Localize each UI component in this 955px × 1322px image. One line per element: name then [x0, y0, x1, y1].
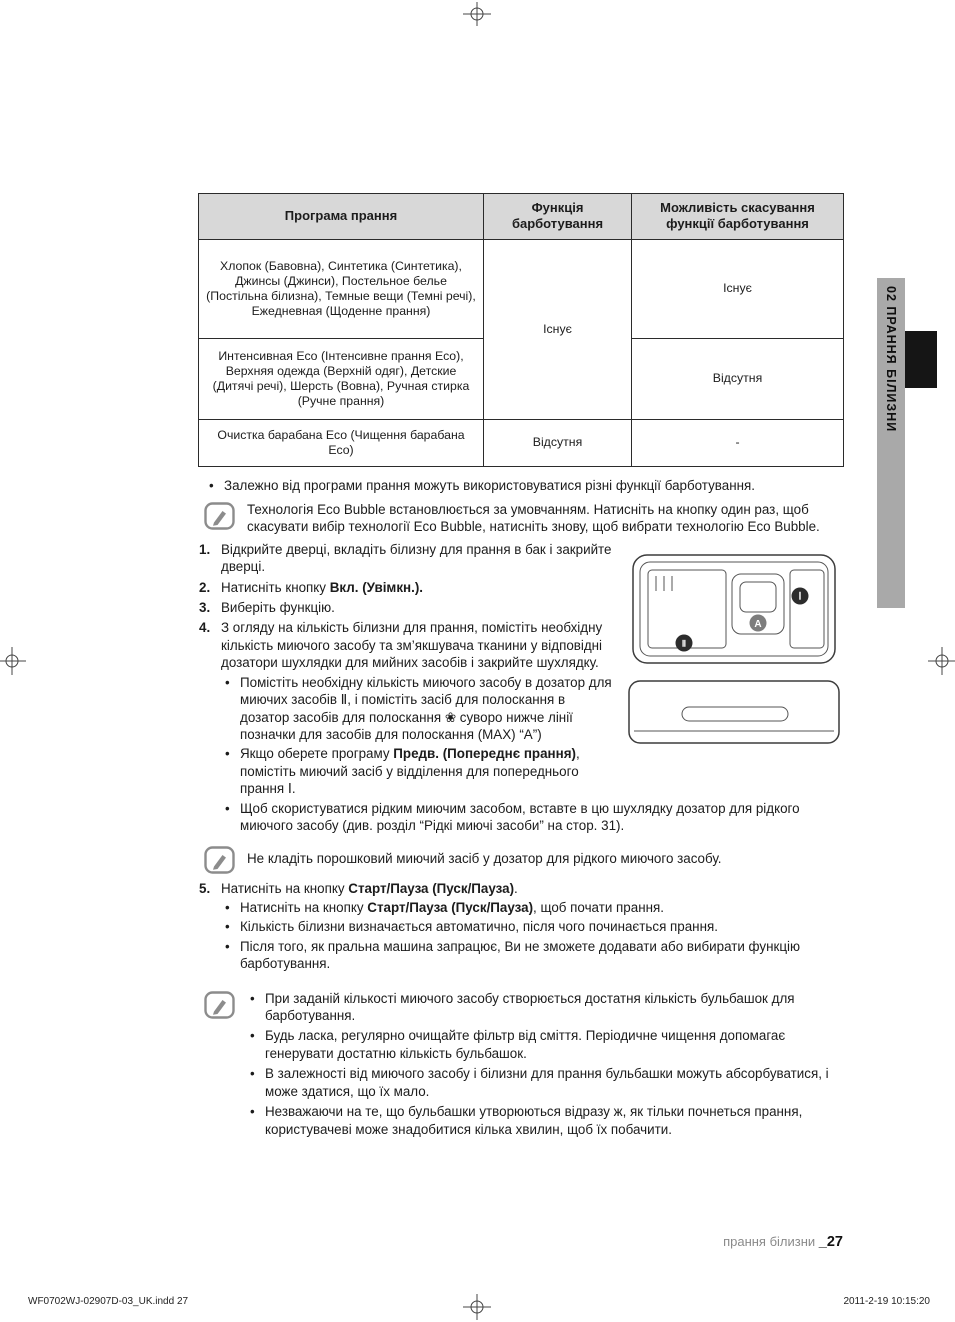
- chapter-tab-label: 02 ПРАННЯ БІЛИЗНИ: [884, 286, 898, 433]
- chapter-tab: [877, 278, 905, 608]
- text-segment: Натисніть на кнопку: [240, 899, 368, 915]
- step-number: 1.: [199, 541, 211, 557]
- step-number: 4.: [199, 620, 211, 636]
- print-timestamp: 2011-2-19 10:15:20: [843, 1296, 930, 1307]
- svg-text:Ⅰ: Ⅰ: [798, 591, 802, 603]
- cell-cancel-1: Існує: [632, 239, 844, 338]
- text-segment: Залежно від програми прання можуть використовуватися різні функції барботування.: [224, 477, 755, 493]
- step-text: Виберіть функцію.: [221, 600, 335, 616]
- note-text: Не кладіть порошковий миючий засіб у дозатор для рідкого миючого засобу.: [247, 850, 722, 866]
- footer-section-label: прання білизни: [723, 1234, 819, 1249]
- note-bullet: [247, 990, 843, 1025]
- col-header-bubble: Функція барботування: [484, 194, 632, 240]
- registration-mark-right: [928, 647, 955, 675]
- pencil-icon: [204, 502, 235, 534]
- text-segment: Будь ласка, регулярно очищайте фільтр від сміття. Періодичне чищення допомагає генерувати достатню кількість бульбашок.: [265, 1028, 786, 1061]
- registration-mark-top: [463, 2, 491, 26]
- cell-programs-3: Очистка барабана Eco (Чищення барабана Eco): [199, 419, 484, 466]
- text-segment: Якщо оберете програму: [240, 746, 394, 762]
- text-segment-bold: Старт/Пауза (Пуск/Пауза): [348, 880, 515, 896]
- sub-bullet: [222, 938, 843, 973]
- print-info-line: [28, 1296, 930, 1307]
- svg-text:A: A: [754, 618, 762, 630]
- step-4: [198, 619, 843, 834]
- sub-bullet: [222, 674, 843, 744]
- text-segment-bold: Вкл. (Увімкн.).: [329, 579, 424, 595]
- text-segment-bold: Предв. (Попереднє прання): [393, 746, 576, 762]
- note-bubbles: [198, 990, 843, 1138]
- cell-cancel-2: Відсутня: [632, 338, 844, 419]
- svg-text:Ⅱ: Ⅱ: [681, 638, 687, 649]
- sub-bullet: [222, 899, 843, 916]
- registration-mark-left: [0, 647, 26, 675]
- text-segment: .: [514, 880, 518, 896]
- step-number: 5.: [199, 880, 211, 896]
- step-2: [198, 579, 843, 596]
- text-segment: , помістіть миючий засіб у відділення для попереднього прання Ⅰ.: [240, 746, 580, 797]
- note-bullet: [247, 1027, 843, 1062]
- step-3: [198, 599, 843, 616]
- text-segment: При заданій кількості миючого засобу створюється достатня кількість бульбашок для барботування.: [265, 990, 795, 1024]
- cell-programs-2: Интенсивная Eco (Інтенсивне прання Eco), Верхняя одежда (Верхній одяг), Детские (Дитячі речі), Шерсть (Вовна), Ручная стирка (Ручне прання): [199, 338, 484, 419]
- step-text: [221, 580, 423, 595]
- note-text: Технологія Eco Bubble встановлюється за умовчанням. Натисніть на кнопку один раз, щоб скасувати вибір технології Eco Bubble, натисніть знову, щоб вибрати технологію Eco Bubble.: [247, 501, 820, 535]
- text-segment: Натисніть на кнопку: [221, 880, 349, 896]
- note-bullet: [247, 1065, 843, 1100]
- text-segment: Помістіть необхідну кількість миючого засобу в дозатор для миючих засобів Ⅱ, і помістіть засіб для полоскання в дозатор засобів для полоскання ❀ суворо нижче лінії позначки для засобів для полоскання (MAX) “A”): [240, 674, 612, 742]
- cell-bubble-12: Існує: [484, 239, 632, 419]
- text-segment: Щоб скористуватися рідким миючим засобом, вставте в цю шухлядку дозатор для рідкого миючого засобу (див. розділ “Рідкі миючі засоби” на стор. 31).: [240, 800, 800, 834]
- note-bullet: [247, 1103, 843, 1138]
- step-5: [198, 880, 843, 973]
- pencil-icon: [204, 846, 235, 878]
- note-liquid-detergent: [198, 845, 843, 874]
- sub-bullet: [222, 745, 843, 797]
- text-segment: Натисніть кнопку: [221, 579, 330, 595]
- chapter-tab-marker: [905, 331, 937, 388]
- cell-bubble-3: Відсутня: [484, 419, 632, 466]
- step-number: 3.: [199, 600, 211, 616]
- step-1: [198, 541, 843, 576]
- text-segment: Після того, як пральна машина запрацює, Ви не зможете додавати або вибирати функцію барботування.: [240, 938, 801, 972]
- step-5-sub-bullets: [221, 899, 843, 973]
- table-header-row: [199, 194, 844, 240]
- col-header-program: Програма прання: [199, 194, 484, 240]
- step-4-sub-bullets: [221, 674, 843, 835]
- intro-bullet: [206, 477, 834, 494]
- table-row: [199, 239, 844, 338]
- page-footer: [198, 1233, 843, 1251]
- pencil-icon: [204, 991, 235, 1023]
- step-text: З огляду на кількість білизни для прання, помістіть необхідну кількість миючого засобу та зм’якшувача тканини у відповідні дозатори шухлядки для мийних засобів і закрийте шухлядку.: [221, 620, 603, 671]
- col-header-cancel: Можливість скасування функції барботування: [632, 194, 844, 240]
- text-segment: , щоб почати прання.: [533, 899, 664, 915]
- text-segment: В залежності від миючого засобу і білизни для прання бульбашки можуть абсорбуватися, і може здатися, що їх мало.: [265, 1066, 829, 1099]
- step-number: 2.: [199, 579, 211, 595]
- text-segment: Кількість білизни визначається автоматично, після чого починається прання.: [240, 919, 718, 935]
- footer-page-number: _27: [818, 1234, 843, 1250]
- step-text: [221, 881, 518, 896]
- sub-bullet: [222, 800, 843, 835]
- text-segment: Незважаючи на те, що бульбашки утворюються відразу ж, як тільки почнеться прання, користувачеві може знадобитися кілька хвилин, щоб їх побачити.: [265, 1104, 803, 1137]
- table-row: [199, 419, 844, 466]
- sub-bullet: [222, 918, 843, 935]
- page-content: [198, 193, 843, 1138]
- note-eco-bubble: [198, 501, 843, 536]
- cell-cancel-3: -: [632, 419, 844, 466]
- step-text: Відкрийте дверці, вкладіть білизну для прання в бак і закрийте дверці.: [221, 541, 612, 575]
- bubble-function-table: [198, 193, 844, 467]
- steps-section: [198, 541, 843, 973]
- cell-programs-1: Хлопок (Бавовна), Синтетика (Синтетика), Джинсы (Джинси), Постельное белье (Постільна білизна), Темные вещи (Темні речі), Ежедневная (Щоденне прання): [199, 239, 484, 338]
- text-segment-bold: Старт/Пауза (Пуск/Пауза): [367, 899, 534, 915]
- print-file-name: WF0702WJ-02907D-03_UK.indd 27: [28, 1296, 189, 1307]
